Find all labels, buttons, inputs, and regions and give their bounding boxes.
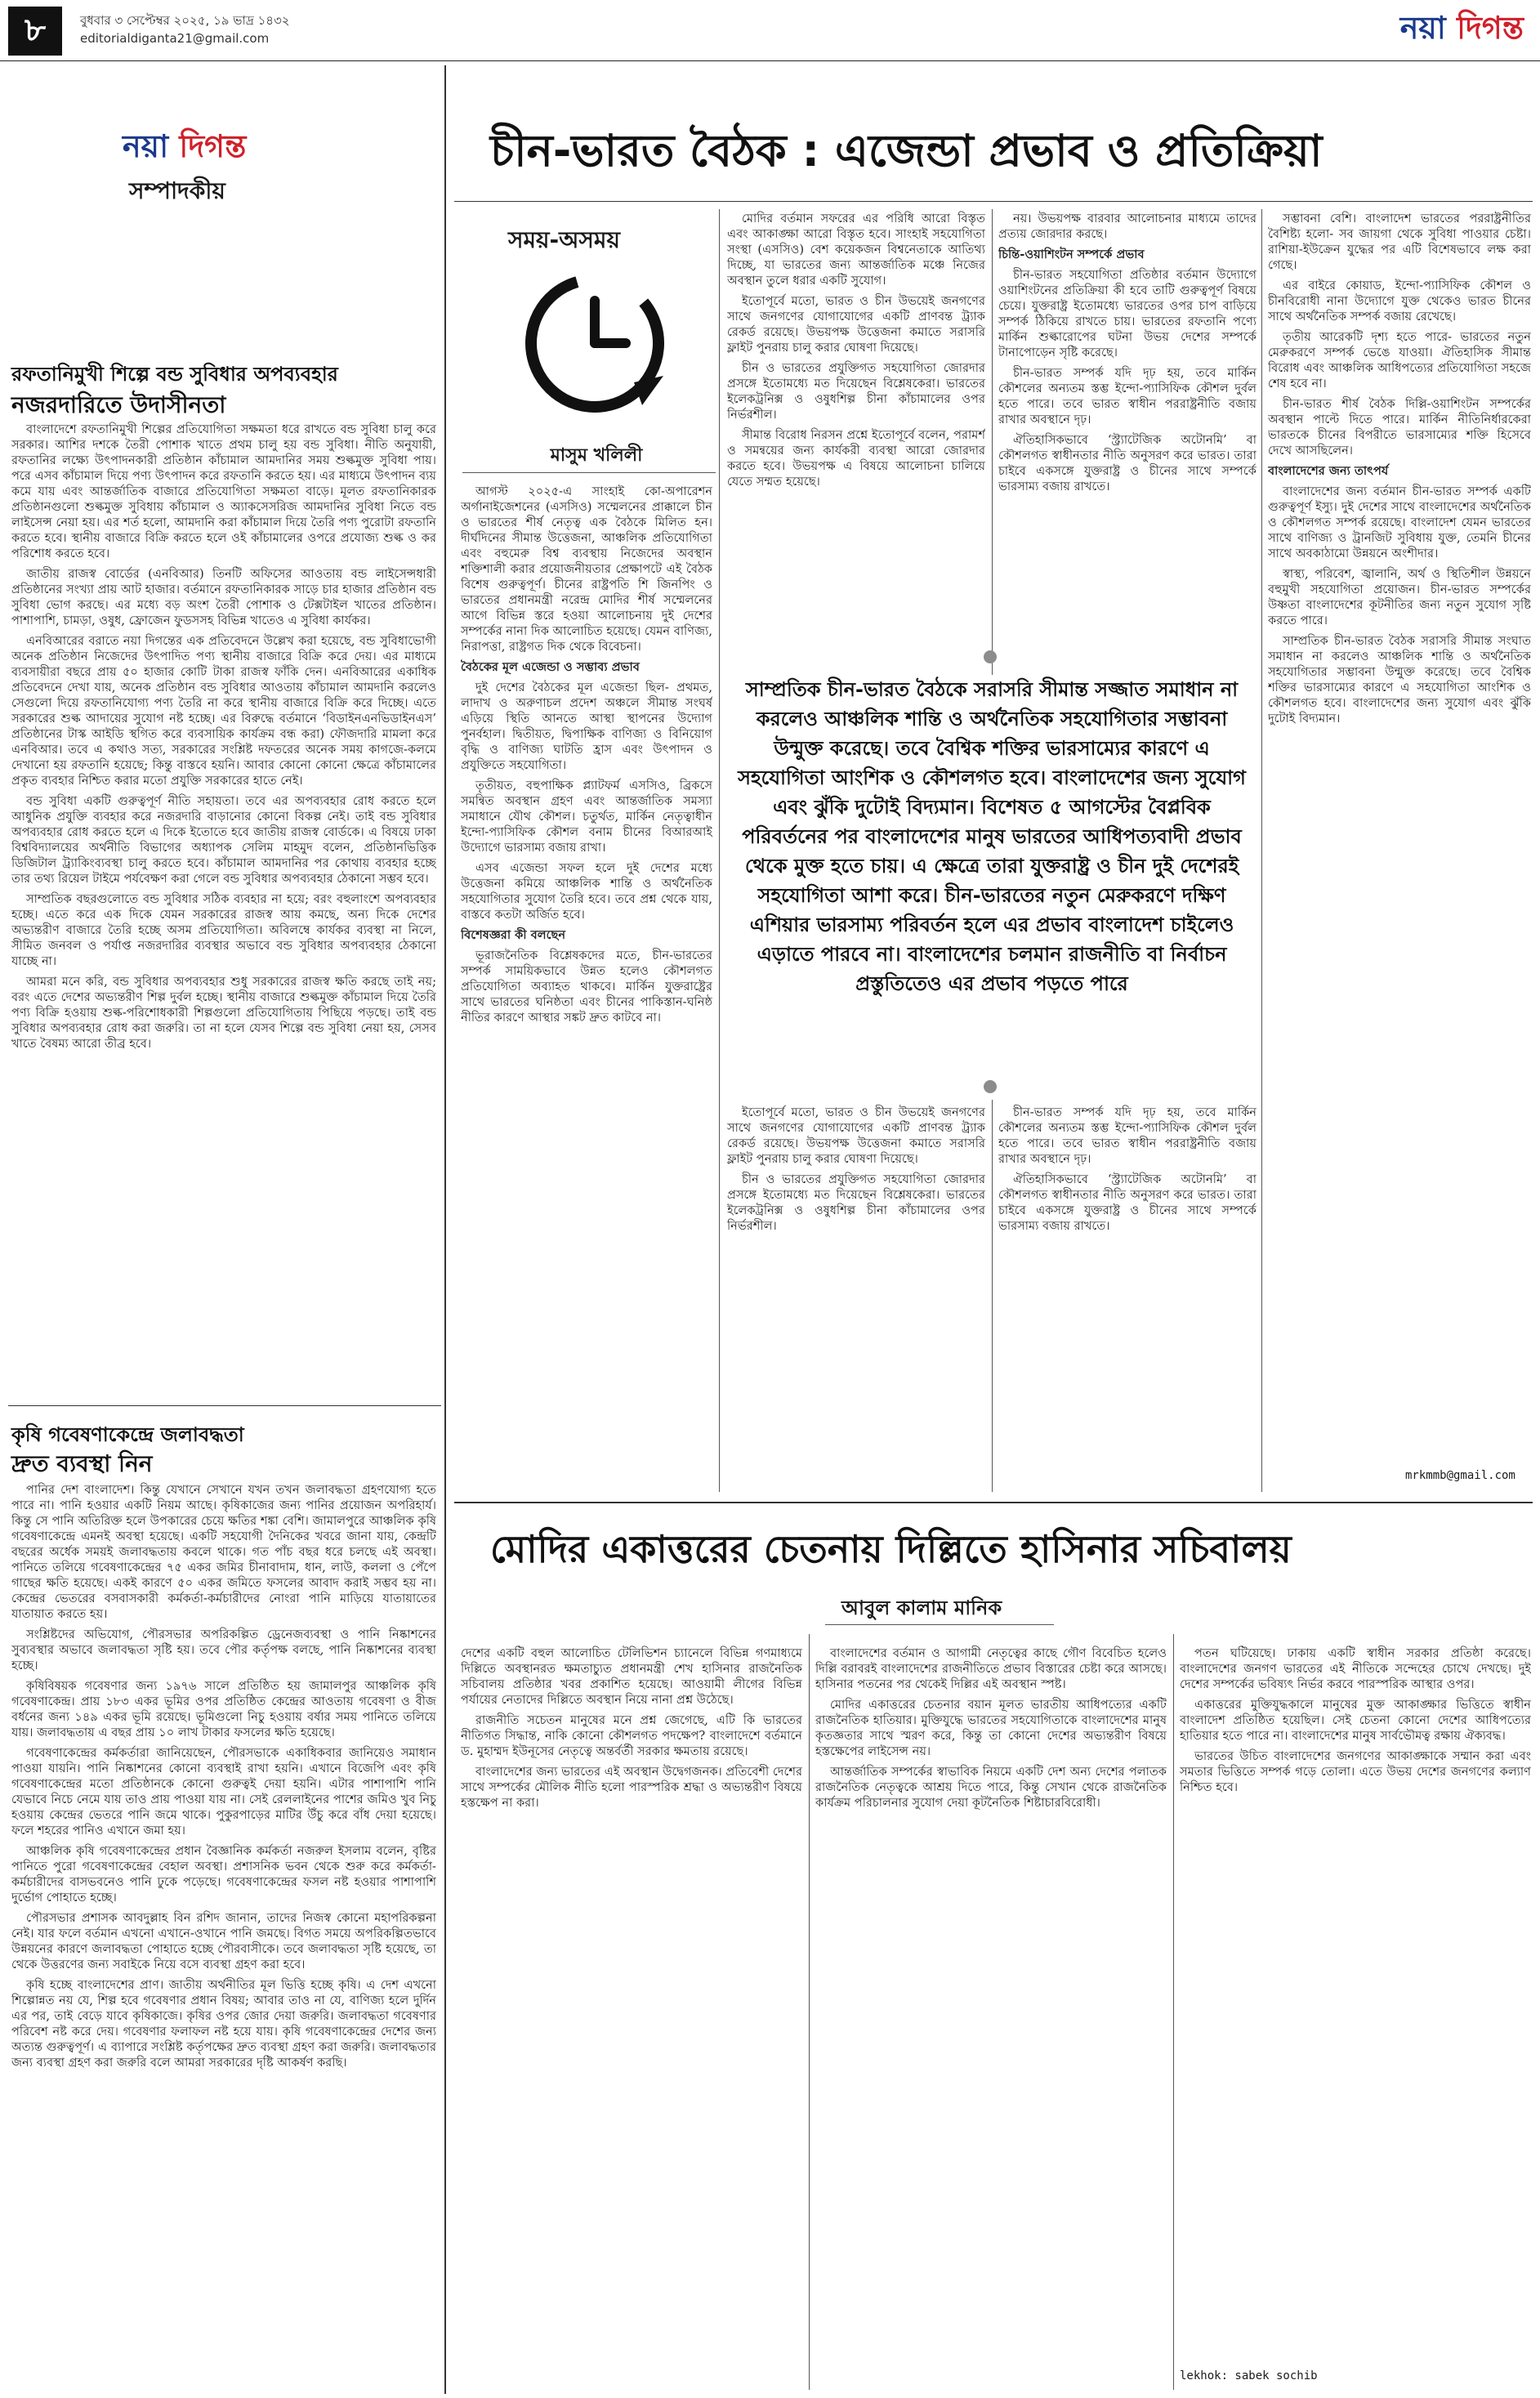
bottom-col3-p2: একাত্তরের মুক্তিযুদ্ধকালে মানুষের মুক্ত আকাঙ্ক্ষার ভিত্তিতে স্বাধীন বাংলাদেশ প্রতিষ্ঠিত হয়েছিল। সেই চেতনা কোনো দেশের আধিপত্যের হাতিয়ার হতে পারে না। বাংলাদেশের মানুষ সার্বভৌমত্ব রক্ষায় ঐক্যবদ্ধ।: [1180, 1698, 1531, 1743]
editorial-a2-p1: পানির দেশ বাংলাদেশ। কিন্তু যেখানে সেখানে যখন তখন জলাবদ্ধতা গ্রহণযোগ্য হতে পারে না। পানি হওয়ার একটি নিয়ম আছে। কৃষিকাজের জন্য পানির প্রয়োজন অপরিহার্য। কিন্তু সে পানি অতিরিক্ত হলে উপকারের চেয়ে ক্ষতির শঙ্কা বেশি। জামালপুরে আঞ্চলিক কৃষি গবেষণাকেন্দ্রে এমনই অবস্থা হয়েছে। একটি সহযোগী দৈনিকের খবরে জানা যায়, কেন্দ্রটি বছরের অর্ধেক সময়ই জলাবদ্ধতায় কবলে থাকে। গত পাঁচ বছর ধরে চলছে এই অবস্থা। পানিতে তলিয়ে গবেষণাকেন্দ্রের ৭৫ একর জমির চীনাবাদাম, ধান, লাউ, কললা ও পেঁপে গাছের ক্ষতি হয়েছে। একই কারণে ৫০ একর জমিতে ফসলের আবাদ করাই সম্ভব হয় না। কেন্দ্রের ভেতরের বসবাসকারী কর্মকর্তা-কর্মচারীদের নোংরা পানি মাড়িয়ে যাতায়াতের যাতায়াত করতে হয়।: [11, 1483, 436, 1621]
header-logo-part1: নয়া: [1399, 10, 1446, 46]
main-col1-p5: ভূরাজনৈতিক বিশ্লেষকদের মতে, চীন-ভারতের সম্পর্ক সাময়িকভাবে উন্নত হলেও কৌশলগত প্রতিযোগিতা অব্যাহত থাকবে। মার্কিন যুক্তরাষ্ট্রের সাথে ভারতের ঘনিষ্ঠতা এবং চীনের পাকিস্তান-ঘনিষ্ঠ নীতির কারণে আস্থার সঙ্কট দ্রুত কাটবে না।: [461, 949, 712, 1025]
main-col1-subhead1: বৈঠকের মূল এজেন্ডা ও সম্ভাব্য প্রভাব: [461, 660, 640, 674]
bottom-col3-p1: পতন ঘটিয়েছে। ঢাকায় একটি স্বাধীন সরকার প্রতিষ্ঠা করেছে। বাংলাদেশের জনগণ ভারতের এই নীতিকে সন্দেহের চোখে দেখছে। দুই দেশের সম্পর্কের ভবিষ্যৎ নির্ভর করবে পারস্পরিক আস্থার ওপর।: [1180, 1646, 1531, 1691]
editorial-a2-p7: কৃষি হচ্ছে বাংলাদেশের প্রাণ। জাতীয় অর্থনীতির মূল ভিত্তি হচ্ছে কৃষি। এ দেশ এখনো শিল্পোন্নত নয় যে, শিল্প হবে গবেষণার প্রধান বিষয়; আবার তাও না যে, বাণিজ্য হলে দুর্দিন এর পর, তাই বেড়ে যাবে কৃষিকাজে। কৃষির ওপর জোর দেয়া জরুরি। জলাবদ্ধতা গবেষণার পরিবেশ নষ্ট করে দেয়। গবেষণার ফলাফল নষ্ট হয়ে যায়। কৃষি গবেষণাকেন্দ্রের দেশের জন্য অত্যন্ত গুরুত্বপূর্ণ। এ ব্যাপারে সংশ্লিষ্ট কর্তৃপক্ষের দ্রুত ব্যবস্থা গ্রহণ করা জরুরি। জলাবদ্ধতার জন্য ব্যবস্থা গ্রহণ করা জরুরি বলে আমরা সরকারের দৃষ্টি আকর্ষণ করছি।: [11, 1978, 436, 2070]
pullquote-dot-bottom: [984, 1080, 997, 1093]
main-col4-p5: বাংলাদেশের জন্য বর্তমান চীন-ভারত সম্পর্ক একটি গুরুত্বপূর্ণ ইস্যু। দুই দেশের সাথে বাংলাদেশের অর্থনৈতিক ও কৌশলগত সম্পর্ক রয়েছে। বাংলাদেশ যেমন ভারতের সাথে বাণিজ্য ও ট্রানজিট সুবিধায় যুক্ত, তেমনি চীনের সাথে অবকাঠামো উন্নয়নে অংশীদার।: [1268, 485, 1531, 560]
main-col4-p2: এর বাইরে কোয়াড, ইন্দো-প্যাসিফিক কৌশল ও চীনবিরোধী নানা উদ্যোগে যুক্ত থেকেও ভারত চীনের সাথে অর্থনৈতিক সম্পর্ক বজায় রেখেছে।: [1268, 279, 1531, 324]
main-col4-p7: সাম্প্রতিক চীন-ভারত বৈঠক সরাসরি সীমান্ত সংঘাত সমাধান না করলেও আঞ্চলিক শান্তি ও অর্থনৈতিক সহযোগিতার সম্ভাবনা উন্মুক্ত করেছে। তবে বৈশ্বিক শক্তির ভারসাম্যের কারণে এ সহযোগিতা আংশিক ও কৌশলগত হবে। বাংলাদেশের জন্য সুযোগ এবং ঝুঁকি দুটোই বিদ্যমান।: [1268, 634, 1531, 726]
header-email[interactable]: editorialdiganta21@gmail.com: [80, 31, 270, 46]
editorial-a1-p1: বাংলাদেশে রফতানিমুখী শিল্পের প্রতিযোগিতা সক্ষমতা ধরে রাখতে বন্ড সুবিধা চালু করে সরকার। আশির দশকে তৈরী পোশাক খাতে প্রথম চালু হয় বন্ড সুবিধা। নীতি অনুযায়ী, রফতানির লক্ষ্যে উৎপাদনকারী প্রতিষ্ঠান কাঁচামাল আমদানির সময় শুল্কমুক্ত সুবিধা পায়। পরে এসব কাঁচামাল দিয়ে পণ্য উৎপাদন করে রফতানি করতে হয়। এর মাধ্যমে উৎপাদন ব্যয় কমে যায় এবং আন্তর্জাতিক বাজারে প্রতিযোগিতা সক্ষমতা বাড়ে। মূলত রফতানিকারক প্রতিষ্ঠানগুলো শুল্কমুক্ত সুবিধায় কাঁচামাল ও অ্যাকসেসরিজ আমদানির সুবিধা নিতে বন্ড লাইসেন্স নেয়া হয়। এর শর্ত হলো, আমদানি করা কাঁচামাল দিয়ে তৈরি পণ্য পুরোটা রফতানি করতে হবে। স্থানীয় বাজারে বিক্রি করতে হলে ওই কাঁচামালের ওপরে প্রযোজ্য শুল্ক ও কর পরিশোধ করতে হবে।: [11, 422, 436, 560]
editorial-a1-p3: এনবিআরের বরাতে নয়া দিগন্তের এক প্রতিবেদনে উল্লেখ করা হয়েছে, বন্ড সুবিধাভোগী অনেক প্রতিষ্ঠান নিজেদের উৎপাদিত পণ্য স্থানীয় বাজারে বিক্রি করে দেয়। এর মাধ্যমে ব্যবসায়ীরা বছরে প্রায় ৫০ হাজার কোটি টাকা রাজস্ব ফাঁকি দেন। এনবিআরের একাধিক প্রতিবেদনে দেখা যায়, অনেক প্রতিষ্ঠান বন্ড সুবিধার আওতায় কাঁচামাল আমদানি করলেও সেগুলো দিয়ে রফতানিযোগ্য পণ্য তৈরি না করে স্থানীয় বাজারে বিক্রি করে দিচ্ছে। এতে সরকারের শুল্ক আদায়ের সুযোগ নষ্ট হচ্ছে। এর বিরুদ্ধে বর্তমানে ‘বিডাইনএনভিডাইনএস’ প্রতিষ্ঠানের টাস্ক আইডি স্থগিত করে ব্যবসায়িক কার্যক্রম বন্ধ করা) ফৌজদারি মামলা করে এনবিআর। তবে এ কথাও সত্য, সরকারের সংশ্লিষ্ট দফতরের অনেক সময় কাগজে-কলমে দেখানো হয় রফতানি হয়েছে; কিন্তু বাস্তবে হয়নি। আবার কোনো কোনো ক্ষেত্রে কাঁচামালের প্রকৃত ব্যবহার নিশ্চিত করার মতো প্রযুক্তি সরকারের হাতে নেই।: [11, 634, 436, 788]
bottom-col2: [815, 1646, 1167, 2389]
main-col1: [461, 484, 712, 1489]
main-col4: [1268, 211, 1531, 1461]
editorial-a2-p3: কৃষিবিষয়ক গবেষণার জন্য ১৯৭৬ সালে প্রতিষ্ঠিত হয় জামালপুর আঞ্চলিক কৃষি গবেষণাকেন্দ্র। প্রায় ১৮৩ একর ভূমির ওপর প্রতিষ্ঠিত কেন্দ্রের আওতায় গবেষণা ও বীজ বর্ধনের জন্য ১৪৯ একর ভূমি রয়েছে। ভূমিগুলো নিচু হওয়ায় বর্ষার সময় পানিতে তলিয়ে যায়। জলাবদ্ধতায় এ বছর প্রায় ১০ লাখ টাকার ফসলের ক্ষতি হয়েছে।: [11, 1679, 436, 1739]
main-author-email[interactable]: mrkmmb@gmail.com: [1405, 1469, 1515, 1482]
main-col1-subhead2: বিশেষজ্ঞরা কী বলছেন: [461, 928, 566, 942]
bottom-col3: [1180, 1646, 1531, 2365]
main-col1-p3: তৃতীয়ত, বহুপাক্ষিক প্ল্যাটফর্ম এসসিও, ব্রিকসে সমন্বিত অবস্থান গ্রহণ এবং আন্তর্জাতিক সমস্যা সমাধানে যৌথ কৌশল। চতুর্থত, মার্কিন নেতৃত্বাধীন ইন্দো-প্যাসিফিক কৌশল বনাম চীনের বিআরআই উদ্যোগে ভারসাম্য বজায় রাখা।: [461, 779, 712, 855]
editorial-title2-line1: কৃষি গবেষণাকেন্দ্রে জলাবদ্ধতা: [11, 1423, 244, 1446]
bottom-col2-p1: বাংলাদেশের বর্তমান ও আগামী নেতৃত্বের কাছে গৌণ বিবেচিত হলেও দিল্লি বরাবরই বাংলাদেশের রাজনীতিতে প্রভাব বিস্তারের চেষ্টা করে আসছে। হাসিনার পতনের পর থেকেই দিল্লির এই অবস্থান স্পষ্ট।: [815, 1646, 1167, 1691]
author-rule: [462, 472, 716, 473]
editorial-a1-p4: বন্ড সুবিধা একটি গুরুত্বপূর্ণ নীতি সহায়তা। তবে এর অপব্যবহার রোধ করতে হলে আধুনিক প্রযুক্তি ব্যবহার করে নজরদারি বাড়ানোর কোনো বিকল্প নেই। তাই বন্ড সুবিধার অপব্যবহার রোধ করতে হলে এ দিকে ইতোতে হবে জাতীয় রাজস্ব বোর্ডকে। এ বিষয়ে ঢাকা বিশ্ববিদ্যালয়ের অর্থনীতি বিভাগের অধ্যাপক সেলিম মাহমুদ বলেন, প্রতিষ্ঠানভিত্তিক ডিজিটাল ট্র্যাকিংব্যবস্থা চালু করতে হবে। কাঁচামাল আমদানির পর কোথায় ব্যবহার হচ্ছে তার তথ্য রিয়েল টাইমে পর্যবেক্ষণ করা গেলে বন্ড সুবিধার অপব্যবহার ঠেকানো সম্ভব হবে।: [11, 794, 436, 886]
main-headline: চীন-ভারত বৈঠক : এজেন্ডা প্রভাব ও প্রতিক্রিয়া: [490, 125, 1323, 176]
main-col4-p3: তৃতীয় আরেকটি দৃশ্য হতে পারে- ভারতের নতুন মেরুকরণে সম্পর্ক ভেঙে যাওয়া। ঐতিহাসিক সীমান্ত বিরোধ এবং আঞ্চলিক আধিপত্যের প্রতিযোগিতা সহজে শেষ হবে না।: [1268, 330, 1531, 391]
bottom-author: আবুল কালাম মানিক: [841, 1596, 1002, 1619]
editorial-separator: [8, 1405, 441, 1406]
main-col3-p3: চীন-ভারত সম্পর্ক যদি দৃঢ় হয়, তবে মার্কিন কৌশলের অন্যতম স্তম্ভ ইন্দো-প্যাসিফিক কৌশল দুর্বল হতে পারে। তবে ভারত স্বাধীন পররাষ্ট্রনীতি বজায় রাখার অবস্থানে দৃঢ়।: [998, 366, 1257, 426]
pullquote-dot-top: [984, 650, 997, 663]
page-number: ৮: [25, 11, 46, 49]
editorial-article1-body: [11, 422, 436, 1386]
header-logo: [1400, 8, 1524, 47]
main-col3-p1: নয়। উভয়পক্ষ বারবার আলোচনার মাধ্যমে তাদের প্রত্যয় জোরদার করছে।: [998, 212, 1257, 241]
date-line: বুধবার ৩ সেপ্টেম্বর ২০২৫, ১৯ ভাদ্র ১৪৩২: [80, 13, 290, 28]
main-col2-bottom-p2: চীন ও ভারতের প্রযুক্তিগত সহযোগিতা জোরদার প্রসঙ্গে ইতোমধ্যে মত দিয়েছেন বিশ্লেষকেরা। ভারতের ইলেকট্রনিক্স ও ওষুধশিল্প চীনা কাঁচামালের ওপর নির্ভরশীল।: [727, 1172, 985, 1233]
main-col2-p2: ইতোপূর্বে মতো, ভারত ও চীন উভয়েই জনগণের সাথে জনগণের যোগাযোগের একটি প্রাণবন্ত ট্র্যাক রেকর্ড রয়েছে। উভয়পক্ষ উত্তেজনা কমাতে সরাসরি ফ্লাইট পুনরায় চালু করার ঘোষণা দিয়েছে।: [727, 294, 985, 355]
pullquote-text: সাম্প্রতিক চীন-ভারত বৈঠকে সরাসরি সীমান্ত সজ্জাত সমাধান না করলেও আঞ্চলিক শান্তি ও অর্থনৈতিক সহযোগিতার সম্ভাবনা উন্মুক্ত করেছে। তবে বৈশ্বিক শক্তির ভারসাম্যের কারণে এ সহযোগিতা আংশিক ও কৌশলগত হবে। বাংলাদেশের জন্য সুযোগ এবং ঝুঁকি দুটোই বিদ্যমান। বিশেষত ৫ আগস্টের বৈপ্লবিক পরিবর্তনের পর বাংলাদেশের মানুষ ভারতের আধিপত্যবাদী প্রভাব থেকে মুক্ত হতে চায়। এ ক্ষেত্রে তারা যুক্তরাষ্ট্র ও চীন দুই দেশেরই সহযোগিতা আশা করে। চীন-ভারতের নতুন মেরুকরণে দক্ষিণ এশিয়ার ভারসাম্য পরিবর্তন হলে এর প্রভাব বাংলাদেশ চাইলেও এড়াতে পারবে না। বাংলাদেশের চলমান রাজনীতি বা নির্বাচন প্রস্তুতিতেও এর প্রভাব পড়তে পারে: [738, 678, 1246, 995]
bottom-headline: মোদির একাত্তরের চেতনায় দিল্লিতে হাসিনার সচিবালয়: [490, 1527, 1292, 1571]
main-col2-p1: মোদির বর্তমান সফরের এর পরিধি আরো বিস্তৃত এবং আকাঙ্ক্ষা আরো বিস্তৃত হবে। সাংহাই সহযোগিতা সংস্থা (এসসিও) বেশ কয়েকজন বিশ্বনেতাকে আতিথ্য দিচ্ছে, যা ভারতের জন্য আন্তর্জাতিক মঞ্চে নিজের অবস্থান তুলে ধরার একটি সুযোগ।: [727, 212, 985, 288]
main-col3-bottom-p2: ঐতিহাসিকভাবে ‘স্ট্র্যাটেজিক অটোনমি’ বা কৌশলগত স্বাধীনতার নীতি অনুসরণ করে ভারত। তারা চাইবে একসঙ্গে যুক্তরাষ্ট্র ও চীনের সাথে সম্পর্কে ভারসাম্য বজায় রাখতে।: [998, 1172, 1257, 1233]
bottom-col2-p2: মোদির একাত্তরের চেতনার বয়ান মূলত ভারতীয় আধিপত্যের একটি রাজনৈতিক হাতিয়ার। মুক্তিযুদ্ধে ভারতের সহযোগিতাকে বাংলাদেশের মানুষ কৃতজ্ঞতার সাথে স্মরণ করে, কিন্তু তা কোনো দেশের অভ্যন্তরীণ বিষয়ে হস্তক্ষেপের লাইসেন্স নয়।: [815, 1698, 1167, 1758]
author-name: মাসুম খলিলী: [550, 445, 643, 466]
page-number-badge: [8, 7, 62, 56]
main-col-rule-1: [719, 209, 720, 1492]
editorial-title1-line1: রফতানিমুখী শিল্পে বন্ড সুবিধার অপব্যবহার: [11, 363, 338, 386]
editorial-logo: [123, 123, 246, 175]
main-col2-p3: চীন ও ভারতের প্রযুক্তিগত সহযোগিতা জোরদার প্রসঙ্গে ইতোমধ্যে মত দিয়েছেন বিশ্লেষকেরা। ভারতের ইলেকট্রনিক্স ও ওষুধশিল্প চীনা কাঁচামালের ওপর নির্ভরশীল।: [727, 361, 985, 422]
main-col2-bottom-p1: ইতোপূর্বে মতো, ভারত ও চীন উভয়েই জনগণের সাথে জনগণের যোগাযোগের একটি প্রাণবন্ত ট্র্যাক রেকর্ড রয়েছে। উভয়পক্ষ উত্তেজনা কমাতে সরাসরি ফ্লাইট পুনরায় চালু করার ঘোষণা দিয়েছে।: [727, 1105, 985, 1166]
main-headline-rule: [454, 201, 1533, 202]
main-col3-bottom-p1: চীন-ভারত সম্পর্ক যদি দৃঢ় হয়, তবে মার্কিন কৌশলের অন্যতম স্তম্ভ ইন্দো-প্যাসিফিক কৌশল দুর্বল হতে পারে। তবে ভারত স্বাধীন পররাষ্ট্রনীতি বজায় রাখার অবস্থানে দৃঢ়।: [998, 1105, 1257, 1166]
clock-icon: [511, 260, 678, 426]
main-col1-p2: দুই দেশের বৈঠকের মূল এজেন্ডা ছিল- প্রথমত, লাদাখ ও অরুণাচল প্রদেশ অঞ্চলে সীমান্ত সংঘর্ষ এড়িয়ে স্থিতি আনতে আস্থা স্থাপনের উদ্যোগ পুনর্বহাল। দ্বিতীয়ত, দ্বিপাক্ষিক বাণিজ্য ও বিনিয়োগ বৃদ্ধি ও বাণিজ্য ঘাটতি হ্রাস এবং উৎপাদন ও প্রযুক্তিতে সহযোগিতা।: [461, 681, 712, 772]
bottom-col-rule-1: [809, 1634, 810, 2390]
editorial-a2-p2: সংশ্লিষ্টদের অভিযোগ, পৌরসভার অপরিকল্পিত ড্রেনেজব্যবস্থা ও পানি নিষ্কাশনের সুব্যবস্থার অভাবে জলাবদ্ধতা সৃষ্টি হয়। তবে পৌর কর্তৃপক্ষ বলছে, পানি নিষ্কাশনের ব্যবস্থা হচ্ছে।: [11, 1628, 436, 1672]
main-col3-bottom: [998, 1105, 1257, 1485]
editorial-a1-p2: জাতীয় রাজস্ব বোর্ডের (এনবিআর) তিনটি অফিসের আওতায় বন্ড লাইসেন্সধারী প্রতিষ্ঠানের সংখ্যা প্রায় আট হাজার। বর্তমানে রফতানিকারক সাড়ে চার হাজার প্রতিষ্ঠান বন্ড সুবিধা ভোগ করছে। এর মধ্যে বড় অংশ তৈরী পোশাক ও টেক্সটাইল খাতের প্রতিষ্ঠান। পাশাপাশি, চামড়া, ওষুধ, ফ্রোজেন ফুডসসহ বিভিন্ন খাতেও এ সুবিধা কার্যকর।: [11, 567, 436, 627]
main-col1-p1: আগস্ট ২০২৫-এ সাংহাই কো-অপারেশন অর্গানাইজেশনের (এসসিও) সম্মেলনের প্রাক্কালে চীন ও ভারতের শীর্ষ নেতৃত্ব এক বৈঠকে মিলিত হন। দীর্ঘদিনের সীমান্ত উত্তেজনা, আঞ্চলিক প্রতিযোগিতা এবং বহুমেরু বিশ্ব ব্যবস্থায় নিজেদের অবস্থান শক্তিশালী করার প্রয়োজনীয়তার প্রেক্ষাপটে এই বৈঠক বিশেষ গুরুত্বপূর্ণ। চীনের রাষ্ট্রপতি শি জিনপিং ও ভারতের প্রধানমন্ত্রী নরেন্দ্র মোদির শীর্ষ সম্মেলনের আগে বিভিন্ন স্তরে হওয়া আলোচনায় দুই দেশের সম্পর্কের নানা দিক আলোচিত হয়েছে। যেমন বাণিজ্য, নিরাপত্তা, রাষ্ট্রগত দিক থেকে বিবেচনা।: [461, 485, 712, 654]
main-col4-p4: চীন-ভারত শীর্ষ বৈঠক দিল্লি-ওয়াশিংটন সম্পর্কের অবস্থান পাল্টে দিতে পারে। মার্কিন নীতিনির্ধারকেরা ভারতকে চীনের বিপরীতে ভারসাম্যের শক্তি হিসেবে দেখে আসছিলেন।: [1268, 397, 1531, 458]
bottom-author-note: lekhok: sabek sochib: [1180, 2369, 1318, 2382]
editorial-logo-part1: নয়া: [123, 128, 169, 164]
editorial-article2-body: [11, 1482, 436, 2389]
main-col2-bottom: [727, 1105, 985, 1485]
bottom-col1: [461, 1646, 802, 2389]
column-name: সময়-অসময়: [508, 226, 620, 253]
editorial-section-label: সম্পাদকীয়: [129, 177, 225, 204]
bottom-col1-p3: বাংলাদেশের জন্য ভারতের এই অবস্থান উদ্বেগজনক। প্রতিবেশী দেশের সাথে সম্পর্কের মৌলিক নীতি হলো পারস্পরিক শ্রদ্ধা ও অভ্যন্তরীণ বিষয়ে হস্তক্ষেপ না করা।: [461, 1765, 802, 1810]
editorial-a1-p6: আমরা মনে করি, বন্ড সুবিধার অপব্যবহার শুধু সরকারের রাজস্ব ক্ষতি করছে তাই নয়; বরং এতে দেশের অভ্যন্তরীণ শিল্প দুর্বল হচ্ছে। স্থানীয় বাজারে শুল্কমুক্ত কাঁচামাল দিয়ে তৈরি পণ্য বিক্রি হওয়ায় শুল্ক-পরিশোধকারী শিল্পগুলো প্রতিযোগিতায় পিছিয়ে পড়ছে। তাই বন্ড সুবিধার অপব্যবহার রোধ করা জরুরি। তা না হলে যেসব শিল্পে বন্ড সুবিধা নেয়া হয়, সেসব খাতে বৈষম্য আরো তীব্র হবে।: [11, 975, 436, 1051]
main-col1-p4: এসব এজেন্ডা সফল হলে দুই দেশের মধ্যে উত্তেজনা কমিয়ে আঞ্চলিক শান্তি ও অর্থনৈতিক সহযোগিতার সুযোগ তৈরি হবে। তবে প্রশ্ন থেকে যায়, বাস্তবে কতটা অর্জিত হবে।: [461, 861, 712, 922]
editorial-a1-p5: সাম্প্রতিক বছরগুলোতে বন্ড সুবিধার সঠিক ব্যবহার না হয়ে; বরং বহুলাংশে অপব্যবহার হচ্ছে। এতে করে এক দিকে যেমন সরকারের রাজস্ব আয় কমছে, অন্য দিকে দেশের অভ্যন্তরীণ বাজারে তৈরি হচ্ছে অসম প্রতিযোগিতা। অবিলম্বে কার্যকর ব্যবস্থা না নিলে, সীমিত জনবল ও পর্যাপ্ত নজরদারির ব্যবস্থার অভাবে বন্ড সুবিধার অপব্যবহার ঠেকানো যাচ্ছে না।: [11, 892, 436, 968]
main-col3-top: [998, 211, 1257, 668]
bottom-col1-p1: দেশের একটি বহুল আলোচিত টেলিভিশন চ্যানেলে বিভিন্ন গণমাধ্যমে দিল্লিতে অবস্থানরত ক্ষমতাচ্যুত প্রধানমন্ত্রী শেখ হাসিনার রাজনৈতিক সচিবালয় প্রতিষ্ঠার খবর প্রকাশিত হয়েছে। আওয়ামী লীগের বিভিন্ন পর্যায়ের নেতাদের দিল্লিতে অবস্থান নিয়ে নানা প্রশ্ন উঠেছে।: [461, 1646, 802, 1707]
main-col3-p2: চীন-ভারত সহযোগিতা প্রতিষ্ঠার বর্তমান উদ্যোগে ওয়াশিংটনের প্রতিক্রিয়া কী হবে তাটি গুরুত্বপূর্ণ বিষয়ে চেয়ে। যুক্তরাষ্ট্র ইতোমধ্যে ভারতের ওপর চাপ বাড়িয়ে সম্পর্ক ঠিকিয়ে রাখতে চায়। ভারতের রফতানি পণ্যে মার্কিন শুল্কারোপের ঘটনা উভয় দেশের সম্পর্কে টানাপোড়েন সৃষ্টি করেছে।: [998, 268, 1257, 359]
editorial-a2-p4: গবেষণাকেন্দ্রের কর্মকর্তারা জানিয়েছেন, পৌরসভাকে একাধিকবার জানিয়েও সমাধান পাওয়া যায়নি। পানি নিষ্কাশনের কোনো ব্যবস্থাই রাখা হয়নি। এখানে বিজেপি এবং কৃষি গবেষণাকেন্দ্রের মতো প্রতিষ্ঠানকে কোনো গুরুত্বই দেয়া হয়নি। এটার পাশাপাশি পানি যেভাবে নিচে নেমে যায় তাও প্রায় পাওয়া যায় না। সেই রেললাইনের পাশের জমিও খুব নিচু হওয়ায় কেন্দ্রের ভেতরে পানি জমে থাকে। পুকুরপাড়ের মাটির উঁচু করে বাঁধ দেয়া হয়েছে। ফলে শহরের পানিও এখানে জমা হয়।: [11, 1746, 436, 1838]
main-col-rule-3: [1261, 209, 1262, 1492]
main-col3-p4: ঐতিহাসিকভাবে ‘স্ট্র্যাটেজিক অটোনমি’ বা কৌশলগত স্বাধীনতার নীতি অনুসরণ করে ভারত। তারা চাইবে একসঙ্গে যুক্তরাষ্ট্র ও চীনের সাথে সম্পর্কে ভারসাম্য বজায় রাখতে।: [998, 433, 1257, 493]
main-col2-top: [727, 211, 985, 668]
main-col4-p1: সম্ভাবনা বেশি। বাংলাদেশ ভারতের পররাষ্ট্রনীতির বৈশিষ্ট্য হলো- সব জায়গা থেকে সুবিধা পাওয়ার চেষ্টা। রাশিয়া-ইউক্রেন যুদ্ধের পর এটি বিশেষভাবে লক্ষ করা গেছে।: [1268, 212, 1531, 272]
header-logo-part2: দিগন্ত: [1457, 10, 1524, 46]
editorial-a2-p6: পৌরসভার প্রশাসক আবদুল্লাহ বিন রশিদ জানান, তাদের নিজস্ব কোনো মহাপরিকল্পনা নেই। যার ফলে বর্তমান এখনো এখানে-ওখানে পানি জমছে। বিগত সময়ে অপরিকল্পিতভাবে উন্নয়নের কারণে জলাবদ্ধতা পোহাতে হচ্ছে পৌরবাসীকে। তবে জলাবদ্ধতা সৃষ্টি হয়েছে, তা থেকে উত্তরণের জন্য সবাইকে নিয়ে বসে ব্যবস্থা গ্রহণ করা হবে।: [11, 1911, 436, 1972]
main-col3-subhead: চিন্তি-ওয়াশিংটন সম্পর্কে প্রভাব: [998, 248, 1145, 261]
bottom-col3-p3: ভারতের উচিত বাংলাদেশের জনগণের আকাঙ্ক্ষাকে সম্মান করা এবং সমতার ভিত্তিতে সম্পর্ক গড়ে তোলা। এতে উভয় দেশের জনগণের কল্যাণ নিশ্চিত হবে।: [1180, 1749, 1531, 1794]
bottom-col-rule-2: [1173, 1634, 1174, 2390]
editorial-a2-p5: আঞ্চলিক কৃষি গবেষণাকেন্দ্রের প্রধান বৈজ্ঞানিক কর্মকর্তা নজরুল ইসলাম বলেন, বৃষ্টির পানিতে পুরো গবেষণাকেন্দ্রের বেহাল অবস্থা। প্রশাসনিক ভবন থেকে শুরু করে কর্মকর্তা-কর্মচারীদের বাসভবনেও পানি ঢুকে পড়েছে। গবেষণাকেন্দ্রের ফসল নষ্ট হওয়ার পাশাপাশি দুর্ভোগ পোহাতে হচ্ছে।: [11, 1844, 436, 1905]
main-bottom-rule: [454, 1502, 1533, 1503]
main-col4-subhead: বাংলাদেশের জন্য তাৎপর্য: [1268, 464, 1389, 478]
bottom-col1-p2: রাজনীতি সচেতন মানুষের মনে প্রশ্ন জেগেছে, এটি কি ভারতের নীতিগত সিদ্ধান্ত, নাকি কোনো কৌশলগত পদক্ষেপ? বাংলাদেশে বর্তমানে ড. মুহাম্মদ ইউনূসের নেতৃত্বে অন্তর্বর্তী সরকার ক্ষমতায় রয়েছে।: [461, 1713, 802, 1758]
editorial-title2-line2: দ্রুত ব্যবস্থা নিন: [11, 1450, 153, 1477]
editorial-title1-line2: নজরদারিতে উদাসীনতা: [11, 391, 226, 418]
header-rule: [0, 60, 1540, 61]
bottom-col2-p3: আন্তর্জাতিক সম্পর্কের স্বাভাবিক নিয়মে একটি দেশ অন্য দেশের পলাতক রাজনৈতিক নেতৃত্বকে আশ্রয় দিতে পারে, কিন্তু সেখান থেকে রাজনৈতিক কার্যক্রম পরিচালনার সুযোগ দেয়া কূটনৈতিক শিষ্টাচারবিরোধী।: [815, 1765, 1167, 1810]
main-col2-p4: সীমান্ত বিরোধ নিরসন প্রশ্নে ইতোপূর্বে বলেন, পরামর্শ ও সমন্বয়ের জন্য কার্যকরী ব্যবস্থা আরো জোরদার করতে হবে। উভয়পক্ষ এ বিষয়ে আলোচনা চালিয়ে যেতে সম্মত হয়েছে।: [727, 428, 985, 489]
editorial-logo-part2: দিগন্ত: [179, 128, 247, 164]
editorial-divider: [444, 65, 446, 2394]
bottom-byline-rule: [825, 1624, 1054, 1625]
main-col4-p6: স্বাস্থ্য, পরিবেশ, জ্বালানি, অর্থ ও স্থিতিশীল উন্নয়নে বহুমুখী সহযোগিতা প্রয়োজন। চীন-ভারত সম্পর্কের উষ্ণতা বাংলাদেশের কূটনীতির জন্য নতুন সুযোগ সৃষ্টি করতে পারে।: [1268, 567, 1531, 627]
